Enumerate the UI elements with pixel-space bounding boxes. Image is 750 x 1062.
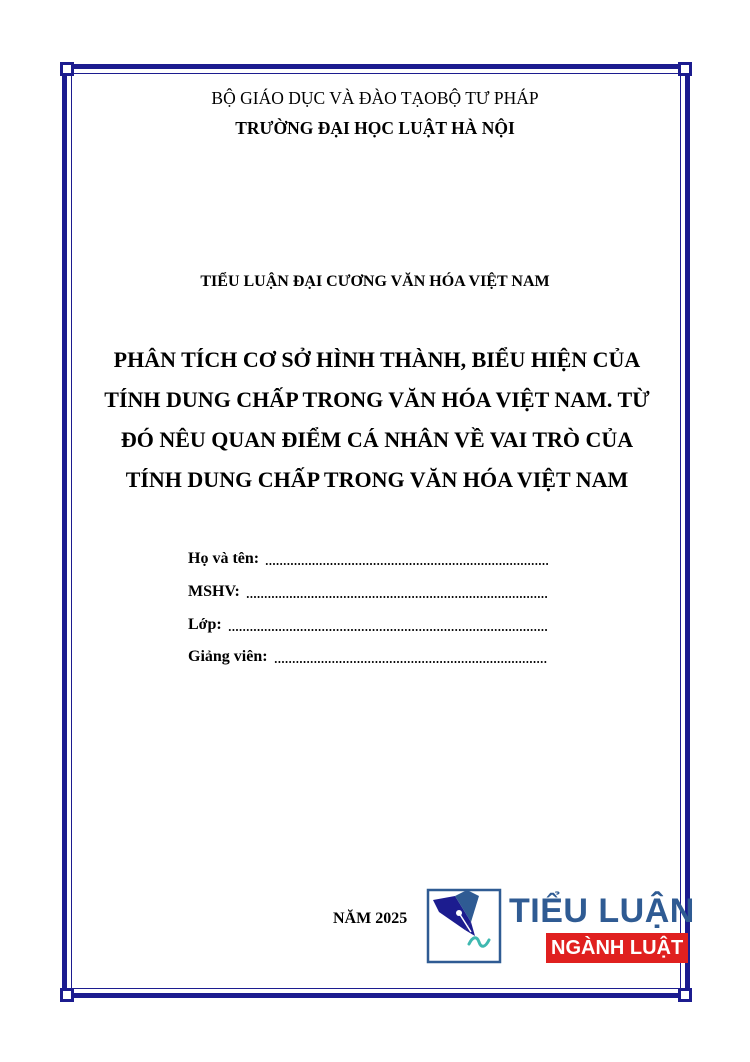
student-id-field (188, 583, 548, 605)
name-dotted-line (265, 562, 548, 566)
title-line: TÍNH DUNG CHẤP TRONG VĂN HÓA VIỆT NAM (125, 467, 629, 492)
border-corner-top-left (60, 62, 74, 76)
ministry-heading: BỘ GIÁO DỤC VÀ ĐÀO TẠOBỘ TƯ PHÁP (211, 88, 539, 108)
class-label: Lớp: (188, 616, 222, 633)
fountain-pen-nib-icon (425, 886, 505, 966)
student-id-label: MSHV: (188, 583, 240, 600)
border-corner-bottom-left (60, 988, 74, 1002)
tieu-luan-nganh-luat-logo (425, 886, 695, 966)
lecturer-field (188, 648, 548, 670)
subject-heading: TIỂU LUẬN ĐẠI CƯƠNG VĂN HÓA VIỆT NAM (200, 273, 550, 290)
student-id-dotted-line (246, 595, 548, 599)
year-label: NĂM 2025 (333, 910, 408, 927)
name-label: Họ và tên: (188, 550, 260, 567)
class-field (188, 616, 548, 638)
lecturer-label: Giảng viên: (188, 648, 268, 665)
logo-text-top (509, 892, 695, 930)
logo-text-tieu-luan: TIỂU LUẬN (509, 892, 695, 930)
title-line: TÍNH DUNG CHẤP TRONG VĂN HÓA VIỆT NAM. TỪ (104, 387, 650, 412)
title-line: PHÂN TÍCH CƠ SỞ HÌNH THÀNH, BIỂU HIỆN CỦA (113, 347, 641, 372)
title-line: ĐÓ NÊU QUAN ĐIỂM CÁ NHÂN VỀ VAI TRÒ CỦA (120, 427, 634, 452)
page-border-inner (71, 73, 681, 989)
border-corner-top-right (678, 62, 692, 76)
lecturer-dotted-line (274, 660, 548, 664)
name-field (188, 550, 548, 572)
essay-title (80, 340, 674, 500)
logo-text-bottom: NGÀNH LUẬT (546, 933, 688, 963)
border-corner-bottom-right (678, 988, 692, 1002)
university-heading: TRƯỜNG ĐẠI HỌC LUẬT HÀ NỘI (235, 118, 515, 138)
class-dotted-line (228, 628, 548, 632)
